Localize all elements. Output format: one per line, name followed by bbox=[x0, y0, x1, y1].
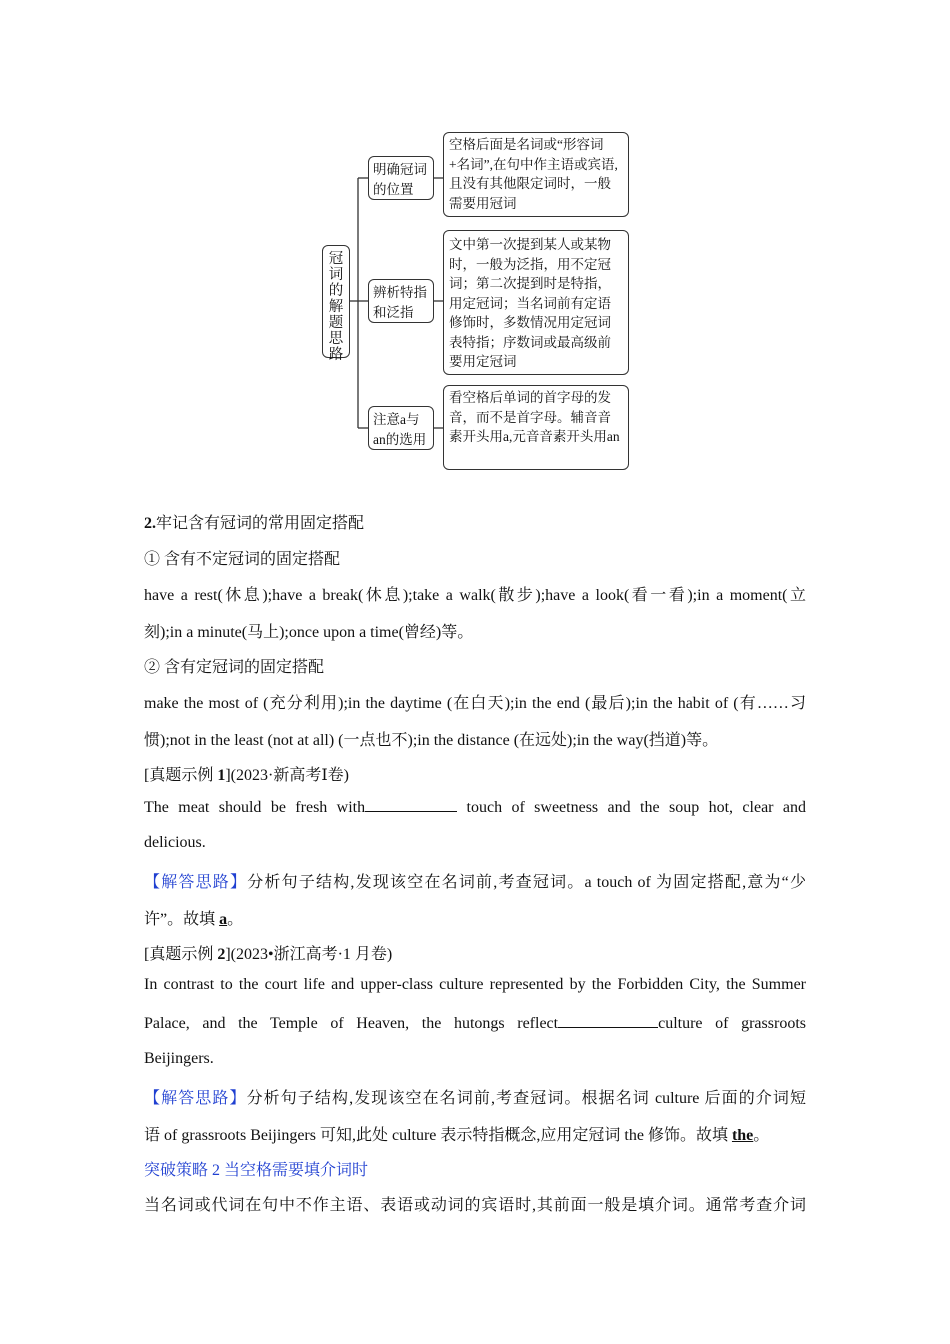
example1-tip-text: 分析句子结构,发现该空在名词前,考查冠词。a touch of 为固定搭配,意为“少 bbox=[247, 874, 806, 891]
example2-label-num: 2 bbox=[217, 946, 226, 963]
example2-tip-line2 bbox=[144, 1122, 806, 1145]
example2-tip-label: 【解答思路】 bbox=[144, 1090, 247, 1107]
example1-label-pre: [真题示例 bbox=[144, 767, 218, 784]
example1-label bbox=[144, 762, 806, 785]
example2-question-line1: In contrast to the court life and upper-class culture represented by the Forbidden City, the Summer bbox=[144, 976, 806, 993]
example2-label-post: ](2023•浙江高考·1 月卷) bbox=[225, 946, 393, 963]
diagram-detail-a-an: 看空格后单词的首字母的发音，而不是首字母。辅音音素开头用a,元音音素开头用an bbox=[443, 385, 629, 470]
example1-label-post: ](2023·新高考Ⅰ卷) bbox=[225, 767, 349, 784]
section-title: 牢记含有冠词的常用固定搭配 bbox=[156, 515, 365, 532]
section-number: 2. bbox=[144, 515, 156, 532]
definite-list-line2: 惯);not in the least (not at all) (一点也不);in the distance (在远处);in the way(挡道)等。 bbox=[144, 732, 719, 749]
subheading-definite: ② 含有定冠词的固定搭配 bbox=[144, 659, 325, 676]
example2-label-pre: [真题示例 bbox=[144, 946, 218, 963]
example1-tip-label: 【解答思路】 bbox=[144, 874, 248, 891]
strategy2-line1: 当名词或代词在句中不作主语、表语或动词的宾语时,其前面一般是填介词。通常考查介词 bbox=[144, 1197, 806, 1214]
example1-tip-line1 bbox=[144, 869, 806, 892]
example1-question-post: touch of sweetness and the soup hot, clear and bbox=[466, 799, 806, 816]
example2-tip-text: 分析句子结构,发现该空在名词前,考查冠词。根据名词 culture 后面的介词短 bbox=[246, 1090, 806, 1107]
example1-tip-line2-post: 。 bbox=[227, 911, 244, 928]
example1-answer: a bbox=[219, 911, 228, 928]
diagram-detail-specific: 文中第一次提到某人或某物时，一般为泛指，用不定冠词；第二次提到时是特指，用定冠词；当名词前有定语修饰时，多数情况用定冠词表特指；序数词或最高级前要用定冠词 bbox=[443, 230, 629, 375]
diagram-root bbox=[322, 245, 350, 363]
diagram-branch-a-an: 注意a与an的选用 bbox=[368, 406, 434, 450]
example1-label-num: 1 bbox=[217, 767, 226, 784]
example1-question-line1 bbox=[144, 797, 806, 817]
example1-tip-line2 bbox=[144, 906, 806, 929]
example2-answer: the bbox=[731, 1127, 754, 1144]
example2-tip-line1 bbox=[144, 1085, 806, 1108]
example2-question-pre: Palace, and the Temple of Heaven, the hutongs reflect bbox=[144, 1015, 559, 1032]
section-heading bbox=[144, 510, 806, 533]
example1-question-line2: delicious. bbox=[144, 834, 206, 851]
example2-tip-line2-pre: 语 of grassroots Beijingers 可知,此处 culture 表示特指概念,应用定冠词 the 修饰。故填 bbox=[144, 1127, 732, 1144]
example2-blank bbox=[558, 1013, 658, 1028]
example2-question-post: culture of grassroots bbox=[658, 1015, 806, 1032]
example1-question-pre: The meat should be fresh with bbox=[144, 799, 366, 816]
subheading-indefinite: ① 含有不定冠词的固定搭配 bbox=[144, 551, 341, 568]
diagram-branch-specific: 辨析特指和泛指 bbox=[368, 279, 434, 323]
diagram-detail-position: 空格后面是名词或“形容词+名词”,在句中作主语或宾语,且没有其他限定词时，一般需要用冠词 bbox=[443, 132, 629, 217]
example2-question-line2 bbox=[144, 1013, 806, 1033]
example1-blank bbox=[365, 797, 457, 812]
strategy2-title: 突破策略 2 当空格需要填介词时 bbox=[144, 1162, 369, 1179]
example1-tip-line2-pre: 许”。故填 bbox=[144, 911, 220, 928]
definite-list-line1: make the most of (充分利用);in the daytime (在白天);in the end (最后);in the habit of (有……习 bbox=[144, 695, 806, 712]
diagram-root-label: 冠词的解题思路 bbox=[328, 251, 344, 363]
example2-label bbox=[144, 941, 806, 964]
example2-tip-line2-post: 。 bbox=[753, 1127, 770, 1144]
article-strategy-diagram bbox=[300, 120, 640, 480]
diagram-branch-position: 明确冠词的位置 bbox=[368, 156, 434, 200]
indefinite-list-line2: 刻);in a minute(马上);once upon a time(曾经)等。 bbox=[144, 624, 474, 641]
indefinite-list-line1: have a rest(休息);have a break(休息);take a walk(散步);have a look(看一看);in a moment(立 bbox=[144, 587, 806, 604]
example2-question-line3: Beijingers. bbox=[144, 1050, 214, 1067]
